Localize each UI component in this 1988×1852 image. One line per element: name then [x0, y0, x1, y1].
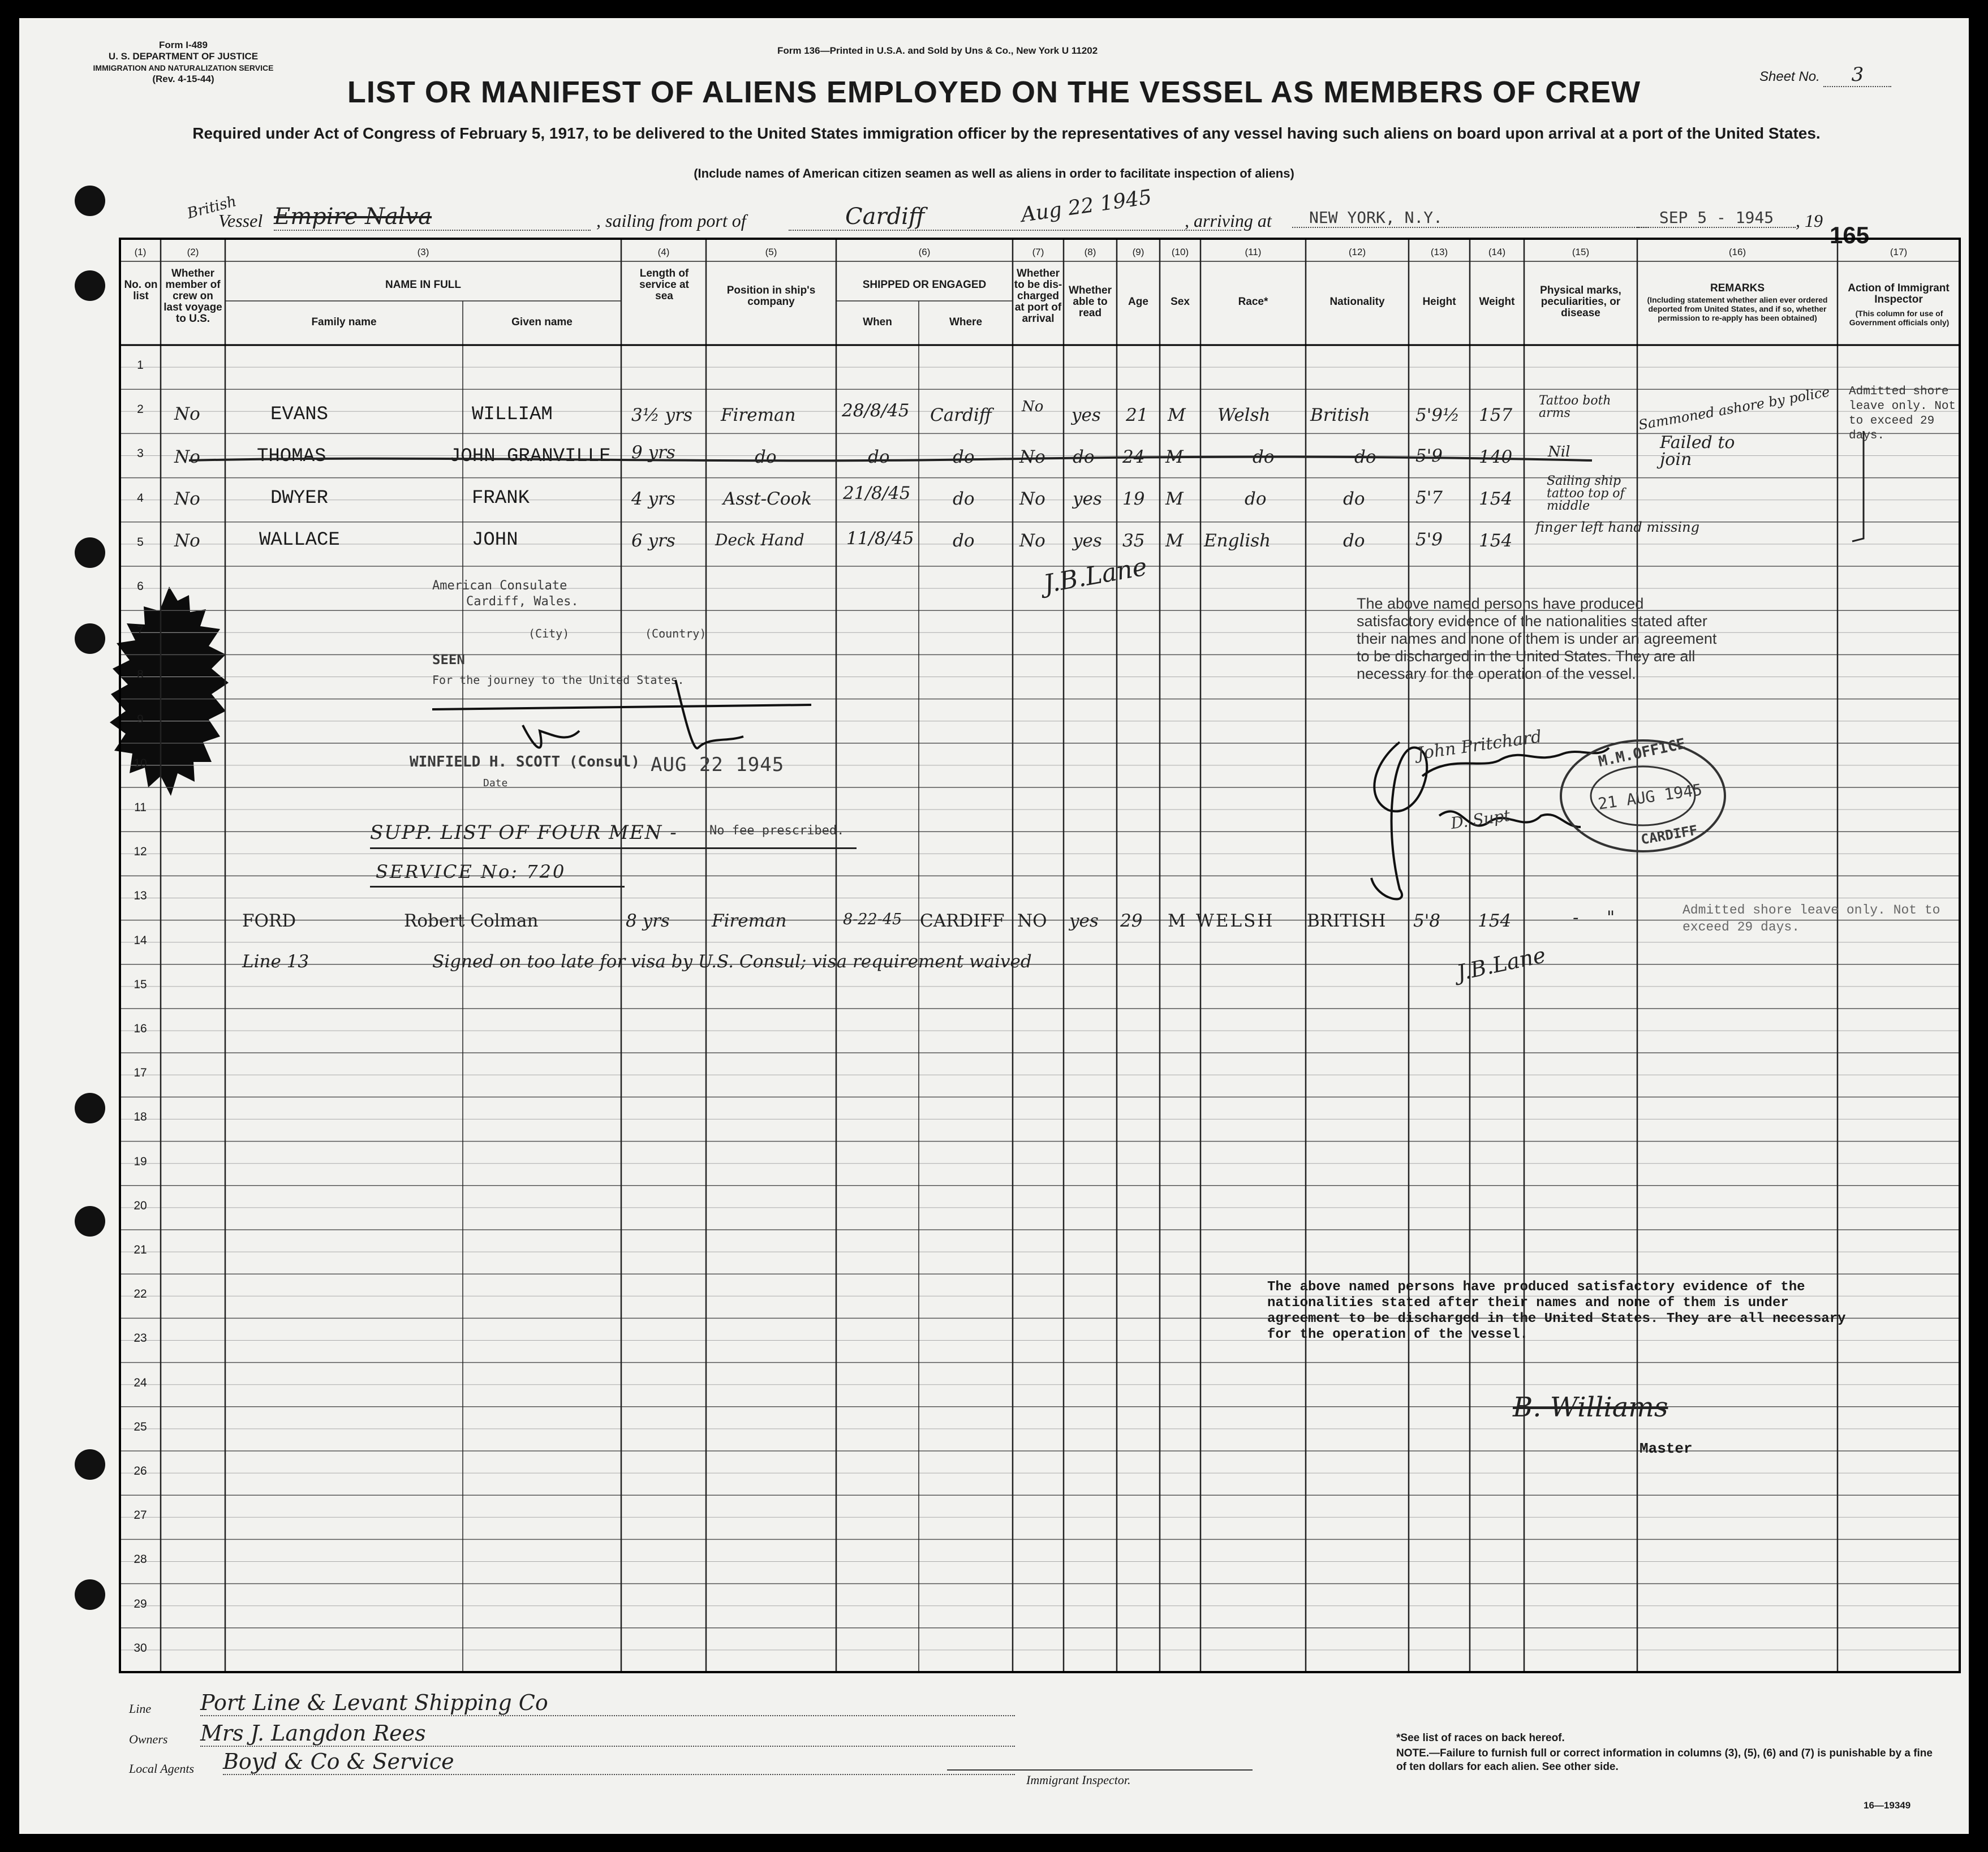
row-number: 11	[134, 801, 147, 814]
row1-height: 5'9½	[1415, 405, 1460, 425]
form-code: 16—19349	[1864, 1800, 1911, 1811]
row1-remarks: Sammoned ashore by police	[1637, 384, 1831, 433]
agents-value: Boyd & Co & Service	[223, 1749, 1015, 1775]
col-num-8: (8)	[1084, 247, 1096, 257]
row4-sex: M	[1165, 531, 1184, 551]
statement-lower: The above named persons have produced satisfactory evidence of the nationalities stated after their names and none of them is under agreement to be discharged in the United States. They are all necessary for the operation of the vessel.	[1267, 1280, 1846, 1342]
owners-value: Mrs J. Langdon Rees	[200, 1721, 1015, 1747]
row4-when: 11/8/45	[846, 528, 914, 549]
row-number: 4	[137, 491, 144, 505]
row3-nationality: do	[1343, 489, 1365, 509]
row1-when: 28/8/45	[842, 400, 910, 421]
header-physical-marks: Physical marks, peculiarities, or disease	[1540, 285, 1621, 319]
row1-weight: 157	[1479, 405, 1513, 425]
include-note: (Include names of American citizen seamen as well as aliens in order to facilitate inspection of aliens)	[694, 166, 1294, 180]
row4-nationality: do	[1343, 531, 1365, 551]
col-num-4: (4)	[657, 247, 670, 257]
row14-visa-note: Signed on too late for visa by U.S. Consul; visa requirement waived	[432, 951, 1032, 972]
arriving-label: , arriving at	[1185, 210, 1272, 231]
arrival-port: NEW YORK, N.Y.	[1292, 208, 1649, 228]
consulate-stamp: American Consulate Cardiff, Wales.	[432, 579, 579, 609]
sailing-date: Aug 22 1945	[1019, 186, 1154, 227]
row2-discharged: No	[1019, 447, 1045, 467]
row1-position: Fireman	[721, 405, 796, 425]
row2-weight: 140	[1479, 447, 1513, 467]
row2-given-name: JOHN GRANVILLE	[449, 446, 611, 467]
row13-position: Fireman	[712, 911, 787, 931]
row3-when: 21/8/45	[843, 483, 911, 503]
row2-family-name: THOMAS	[257, 446, 326, 467]
row3-where: do	[953, 489, 975, 509]
row13-remarks: "	[1607, 907, 1615, 928]
header-remarks-note: (Including statement whether alien ever ordered deported from United States, and if so, whether permission to re-apply has been obtained)	[1647, 295, 1828, 322]
row3-discharged: No	[1019, 489, 1045, 509]
row4-service: 6 yrs	[631, 531, 675, 551]
revision-date: (Rev. 4-15-44)	[152, 74, 214, 84]
row-number: 2	[137, 403, 144, 416]
master-label: Master	[1640, 1440, 1693, 1457]
row1-age: 21	[1126, 405, 1148, 425]
row-number: 7	[137, 624, 144, 638]
row2-remarks: Failed to join	[1660, 433, 1735, 470]
mmo-stamp-top: M.M.OFFICE	[1597, 735, 1687, 770]
mmo-stamp-bottom: CARDIFF	[1640, 822, 1699, 848]
row13-height: 5'8	[1413, 911, 1440, 931]
row-number: 30	[134, 1641, 147, 1655]
service-number: SERVICE No: 720	[376, 861, 566, 882]
row-number: 9	[137, 712, 144, 726]
row2-crew: No	[174, 447, 200, 467]
row-number: 1	[137, 359, 144, 372]
row-number: 21	[134, 1243, 147, 1256]
shipping-line: Port Line & Levant Shipping Co	[200, 1690, 1015, 1716]
row2-position: do	[755, 447, 777, 467]
header-sex: Sex	[1171, 296, 1190, 308]
row13-marks: -	[1573, 907, 1579, 928]
header-nationality: Nationality	[1329, 296, 1385, 308]
row2-strike-line	[189, 448, 1603, 471]
seen-stamp: SEEN	[432, 652, 465, 667]
printer-line: Form 136—Printed in U.S.A. and Sold by Uns & Co., New York U 11202	[777, 45, 1098, 56]
document-subtitle: Required under Act of Congress of February 5, 1917, to be delivered to the United States immigration officer by the representatives of any vessel having such aliens on board upon arrival at a port of the United States.	[192, 124, 1821, 142]
header-family-name: Family name	[311, 316, 377, 328]
row13-race: WELSH	[1196, 911, 1275, 931]
page-number: 165	[1830, 222, 1870, 248]
row-number: 12	[134, 845, 147, 859]
consul-signature	[427, 669, 823, 765]
header-given-name: Given name	[511, 316, 573, 328]
header-length-of-service: Length of service at sea	[639, 268, 689, 302]
row2-height: 5'9	[1415, 446, 1443, 466]
row-number: 18	[134, 1110, 147, 1124]
row3-service: 4 yrs	[631, 489, 675, 509]
row-number: 20	[134, 1199, 147, 1212]
header-weight: Weight	[1479, 296, 1515, 308]
row13-weight: 154	[1478, 911, 1512, 931]
row4-family-name: WALLACE	[259, 529, 340, 551]
row3-position: Asst-Cook	[723, 489, 812, 509]
col-num-7: (7)	[1032, 247, 1044, 257]
row2-service: 9 yrs	[631, 442, 675, 463]
departure-port: Cardiff	[789, 204, 1241, 231]
header-when: When	[863, 316, 892, 328]
sheet-number: Sheet No. 3	[1759, 63, 1891, 87]
row2-when: do	[868, 447, 890, 467]
superintendent-name: John Pritchard	[1415, 726, 1543, 764]
manifest-sheet	[19, 18, 1969, 1834]
supp-list-note: SUPP. LIST OF FOUR MEN -	[370, 821, 678, 844]
row-number: 13	[134, 889, 147, 903]
row3-age: 19	[1122, 489, 1145, 509]
row1-sex: M	[1168, 405, 1186, 425]
header-no-on-list: No. on list	[124, 279, 158, 302]
mmo-stamp-date: 21 AUG 1945	[1597, 780, 1703, 813]
header-inspector-note: (This column for use of Government officials only)	[1849, 309, 1950, 327]
statement-upper: The above named persons have produced satisfactory evidence of the nationalities stated after their names and none of them is under an agreement to be discharged in the United States. They are all necessary for the operation of the vessel.	[1357, 595, 1717, 682]
header-age: Age	[1128, 296, 1148, 308]
row1-where: Cardiff	[930, 405, 992, 425]
row-number: 3	[137, 447, 144, 460]
row4-position: Deck Hand	[715, 531, 804, 549]
header-discharged: Whether to be dis-charged at port of arrival	[1014, 268, 1062, 325]
inspector-initials: J.B.Lane	[1041, 552, 1150, 599]
master-signature: B. Williams	[1513, 1392, 1668, 1423]
row3-marks: Sailing ship tattoo top of middle	[1547, 474, 1625, 513]
inspector-label: Immigrant Inspector.	[1026, 1773, 1131, 1787]
row-number: 27	[134, 1509, 147, 1522]
row-number: 19	[134, 1155, 147, 1168]
col-num-14: (14)	[1488, 247, 1506, 257]
row1-nationality: British	[1310, 405, 1370, 425]
row4-where: do	[953, 531, 975, 551]
row3-given-name: FRANK	[472, 488, 530, 509]
col-num-9: (9)	[1132, 247, 1144, 257]
col-num-5: (5)	[765, 247, 777, 257]
consul-name: WINFIELD H. SCOTT (Consul)	[410, 753, 640, 770]
vessel-name: Empire Nalva	[274, 204, 591, 231]
city-label: (City)	[528, 627, 570, 640]
row-number: 5	[137, 535, 144, 549]
races-note: *See list of races on back hereof.	[1396, 1732, 1565, 1744]
row13-action: Admitted shore leave only. Not to exceed 29 days.	[1683, 903, 1940, 934]
row-number: 25	[134, 1420, 147, 1433]
row4-weight: 154	[1479, 531, 1513, 551]
row4-race: English	[1204, 531, 1271, 551]
col-num-16: (16)	[1728, 247, 1746, 257]
country-label: (Country)	[645, 627, 707, 640]
row3-read: yes	[1073, 489, 1102, 509]
row1-action: Admitted shore leave only. Not to exceed 29 days.	[1849, 385, 1956, 442]
line-label: Line	[129, 1702, 152, 1716]
row2-marks: Nil	[1548, 443, 1570, 460]
row1-given-name: WILLIAM	[472, 404, 553, 425]
row2-read: do	[1073, 447, 1095, 467]
col-num-17: (17)	[1890, 247, 1908, 257]
row13-nationality: BRITISH	[1307, 911, 1386, 931]
row-number: 14	[134, 933, 147, 947]
consul-date: AUG 22 1945	[651, 753, 785, 776]
owners-label: Owners	[129, 1732, 168, 1746]
row-number: 28	[134, 1553, 147, 1566]
row-number: 29	[134, 1597, 147, 1610]
header-height: Height	[1422, 296, 1456, 308]
supp-underline	[370, 847, 857, 849]
col-num-2: (2)	[187, 247, 199, 257]
row14-line-ref: Line 13	[242, 951, 309, 972]
col-num-1: (1)	[134, 247, 147, 257]
row1-read: yes	[1072, 405, 1101, 425]
agents-label: Local Agents	[129, 1761, 195, 1776]
vessel-label: Vessel	[218, 210, 263, 231]
col-num-11: (11)	[1245, 247, 1262, 257]
row3-sex: M	[1165, 489, 1184, 509]
row1-discharged: No	[1022, 398, 1044, 415]
row4-read: yes	[1073, 531, 1102, 551]
row1-race: Welsh	[1217, 405, 1271, 425]
header-able-to-read: Whether able to read	[1069, 285, 1112, 319]
inspector-signature-line	[947, 1769, 1253, 1771]
row13-given-name: Robert Colman	[404, 911, 539, 931]
sailing-label: , sailing from port of	[596, 210, 746, 231]
service-line: IMMIGRATION AND NATURALIZATION SERVICE	[93, 63, 274, 72]
arrival-date: SEP 5 - 1945	[1637, 208, 1796, 228]
header-name-in-full: NAME IN FULL	[385, 279, 462, 291]
row13-sex: M	[1168, 911, 1186, 931]
row4-crew: No	[174, 531, 200, 551]
row-number: 22	[134, 1287, 147, 1301]
inspector-bracket	[1841, 425, 1875, 550]
row3-weight: 154	[1479, 489, 1513, 509]
row3-crew: No	[174, 489, 200, 509]
row13-read: yes	[1069, 911, 1099, 931]
row1-family-name: EVANS	[270, 404, 329, 425]
journey-stamp: For the journey to the United States.	[432, 673, 685, 687]
row13-age: 29	[1120, 911, 1143, 931]
header-inspector-action: Action of Immigrant Inspector	[1848, 282, 1950, 305]
col-num-3: (3)	[417, 247, 429, 257]
row13-service: 8 yrs	[626, 911, 670, 931]
row4-discharged: No	[1019, 531, 1045, 551]
row-number: 15	[134, 977, 147, 991]
document-title: LIST OR MANIFEST OF ALIENS EMPLOYED ON THE VESSEL AS MEMBERS OF CREW	[347, 75, 1641, 109]
form-number: Form I-489	[159, 40, 208, 50]
service-underline	[370, 886, 625, 888]
col-num-15: (15)	[1572, 247, 1590, 257]
row3-race: do	[1245, 489, 1267, 509]
col-num-13: (13)	[1430, 247, 1448, 257]
row-number: 10	[134, 756, 147, 770]
row4-age: 35	[1122, 531, 1145, 551]
row2-age: 24	[1122, 447, 1145, 467]
row1-crew: No	[174, 404, 200, 424]
row-number: 26	[134, 1465, 147, 1478]
col-num-6: (6)	[918, 247, 931, 257]
row-number: 23	[134, 1332, 147, 1345]
row4-marks: finger left hand missing	[1535, 519, 1699, 535]
header-last-voyage: Whether member of crew on last voyage to U.S.	[163, 268, 222, 325]
row-number: 16	[134, 1022, 147, 1035]
row3-family-name: DWYER	[270, 488, 329, 509]
year-label: , 19	[1796, 210, 1823, 231]
row4-height: 5'9	[1415, 529, 1443, 550]
vessel-flag: British	[185, 193, 239, 222]
header-position: Position in ship's company	[726, 285, 816, 308]
header-remarks: REMARKS	[1710, 282, 1765, 294]
row1-service: 3½ yrs	[631, 405, 692, 425]
row13-where: CARDIFF	[920, 911, 1005, 931]
department-line: U. S. DEPARTMENT OF JUSTICE	[108, 51, 259, 62]
no-fee-stamp: No fee prescribed.	[709, 824, 845, 838]
col-num-10: (10)	[1171, 247, 1189, 257]
inspector-initials-2: J.B.Lane	[1455, 942, 1548, 986]
superintendent-title: D. Supt	[1449, 806, 1512, 833]
fine-note: NOTE.—Failure to furnish full or correct information in columns (3), (5), (6) and (7) is punishable by a fine of ten dollars for each alien. See other side.	[1396, 1747, 1933, 1773]
consul-date-label: Date	[483, 777, 508, 789]
row-number: 6	[137, 580, 144, 593]
header-where: Where	[949, 316, 983, 328]
row4-given-name: JOHN	[472, 529, 518, 551]
row-number: 17	[134, 1066, 147, 1080]
header-shipped-or-engaged: SHIPPED OR ENGAGED	[862, 279, 987, 291]
row-number: 8	[137, 668, 144, 682]
header-race: Race*	[1238, 296, 1268, 308]
row3-height: 5'7	[1415, 488, 1443, 508]
row2-sex: M	[1165, 447, 1184, 467]
col-num-12: (12)	[1348, 247, 1366, 257]
row13-discharged: NO	[1017, 911, 1047, 931]
row2-race: do	[1253, 447, 1275, 467]
row13-family-name: FORD	[242, 911, 296, 931]
row2-nationality: do	[1354, 447, 1376, 467]
row13-when: 8-22-45	[843, 911, 902, 928]
row-number: 24	[134, 1376, 147, 1389]
row2-where: do	[953, 447, 975, 467]
row1-marks: Tattoo both arms	[1539, 394, 1611, 420]
